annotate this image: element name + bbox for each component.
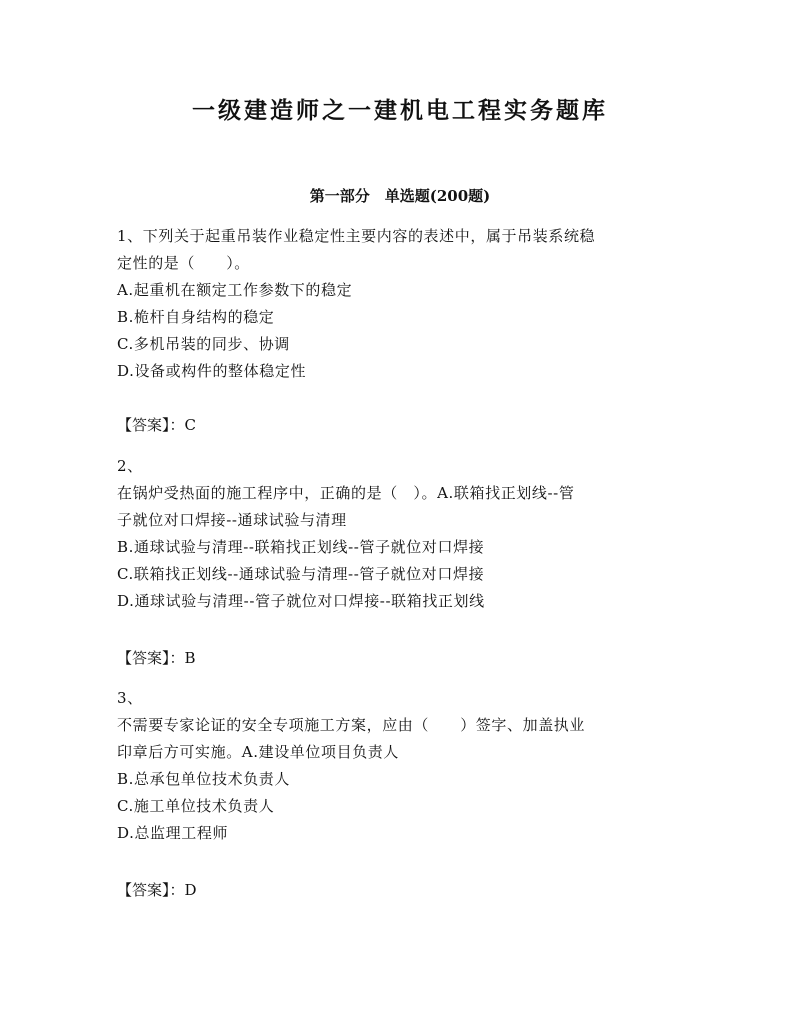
question-1-answer: 【答案】：C	[117, 416, 196, 434]
question-2-option-b: B.通球试验与清理--联箱找正划线--管子就位对口焊接	[117, 538, 485, 556]
question-2	[117, 453, 683, 615]
question-1-option-a: A.起重机在额定工作参数下的稳定	[117, 281, 353, 299]
question-1	[117, 223, 683, 385]
question-2-answer: 【答案】：B	[117, 649, 196, 667]
question-3-stem-line-2: 印章后方可实施。A.建设单位项目负责人	[117, 743, 400, 761]
question-2-stem-line-1: 在锅炉受热面的施工程序中，正确的是（ ）。A.联箱找正划线--管	[117, 484, 575, 502]
question-3-option-c: C.施工单位技术负责人	[117, 797, 275, 815]
question-1-option-b: B.桅杆自身结构的稳定	[117, 308, 275, 326]
question-3	[117, 685, 683, 847]
question-3-option-b: B.总承包单位技术负责人	[117, 770, 290, 788]
question-2-option-c: C.联箱找正划线--通球试验与清理--管子就位对口焊接	[117, 565, 485, 583]
question-1-option-d: D.设备或构件的整体稳定性	[117, 362, 307, 380]
question-1-option-c: C.多机吊装的同步、协调	[117, 335, 290, 353]
question-3-option-d: D.总监理工程师	[117, 824, 229, 842]
question-2-stem-line-2: 子就位对口焊接--通球试验与清理	[117, 511, 347, 529]
question-2-option-d: D.通球试验与清理--管子就位对口焊接--联箱找正划线	[117, 592, 485, 610]
question-1-stem-line-1: 1、下列关于起重吊装作业稳定性主要内容的表述中，属于吊装系统稳	[117, 227, 596, 245]
question-3-stem-line-1: 不需要专家论证的安全专项施工方案，应由（ ）签字、加盖执业	[117, 716, 586, 734]
question-3-answer: 【答案】：D	[117, 881, 197, 899]
section-heading: 第一部分 单选题(200题)	[309, 187, 491, 205]
question-1-stem-line-2: 定性的是（ ）。	[117, 254, 250, 272]
question-3-number: 3、	[117, 689, 143, 707]
document-title: 一级建造师之一建机电工程实务题库	[192, 97, 608, 124]
question-2-number: 2、	[117, 457, 143, 475]
